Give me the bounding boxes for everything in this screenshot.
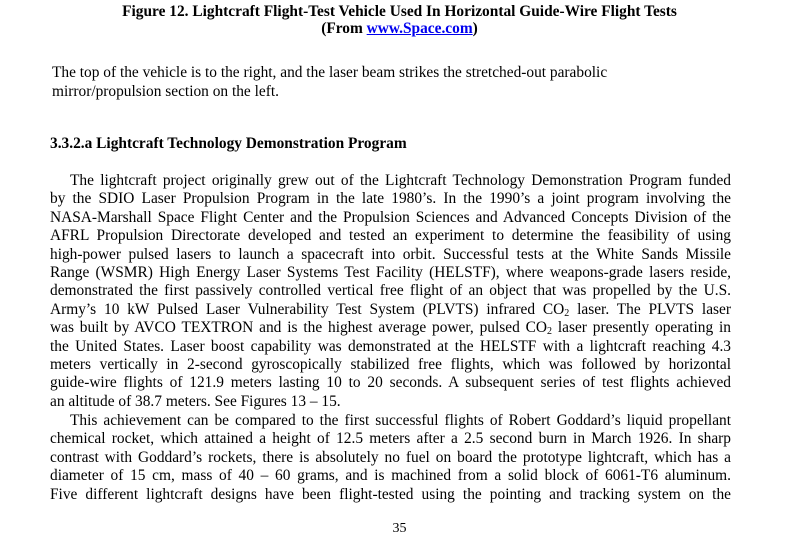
co2-line-2: was built by AVCO TEXTRON and is the highest average power, pulsed $CO_2$ laser presently operating in xyxy=(50,319,731,338)
paragraph-1: The lightcraft project originally grew out of the Lightcraft Technology Demonstration Program funded by the SDIO Laser Propulsion Program in the late 1980’s. In the 1990’s a joint program involving the NASA-Marshall Space Flight Center and the Propulsion Sciences and Advanced Concepts Division of the AFRL Propulsion Directorate developed and tested an experiment to determine the feasibility of using high-power pulsed lasers to launch a spacecraft into orbit. Successful tests at the White Sands Missile Range (WSMR) High Energy Laser Systems Test Facility (HELSTF), where weapons-grade lasers reside, demonstrated the first passively controlled vertical free flight of an object that was propelled by the U.S. Army’s 10 kW Pulsed Laser Vulnerability Test System (PLVTS) infrared $CO_2$ laser. The PLVTS laser was built by AVCO TEXTRON and is the highest average power, pulsed $CO_2$ laser presently operating in the United States. Laser boost capability was demonstrated at the HELSTF with a lightcraft reaching 4.3 meters vertically in 2-second gyroscopically stabilized free flights, which was followed by horizontal guide-wire flights of 121.9 meters lasting 10 to 20 seconds. A subsequent series of test flights achieved an altitude of 38.7 meters. See Figures 13 – 15. xyxy=(50,172,731,410)
section-heading: 3.3.2.a Lightcraft Technology Demonstration Program xyxy=(50,135,407,152)
co2-line-1: Army’s 10 kW Pulsed Laser Vulnerability Test System (PLVTS) infrared $CO_2$ laser. The PLVTS laser xyxy=(50,300,731,319)
figure-caption-title: Figure 12. Lightcraft Flight-Test Vehicle Used In Horizontal Guide-Wire Flight Tests xyxy=(122,3,677,20)
source-link[interactable]: www.Space.com xyxy=(366,20,473,37)
paragraph-2: This achievement can be compared to the first successful flights of Robert Goddard’s liquid propellant chemical rocket, which attained a height of 12.5 meters after a 2.5 second burn in March 1926. In sharp contrast with Goddard’s rockets, there is absolutely no fuel on board the prototype lightcraft, which has a diameter of 15 cm, mass of 40 – 60 grams, and is machined from a solid block of 6061-T6 aluminum. Five different lightcraft designs have been flight-tested using the pointing and tracking system on the xyxy=(50,412,731,503)
figure-description: The top of the vehicle is to the right, and the laser beam strikes the stretched-out parabolic mirror/propulsion section on the left. xyxy=(52,64,608,100)
figure-caption-source: (From www.Space.com) xyxy=(321,20,478,37)
figure-caption xyxy=(0,3,799,37)
page-number: 35 xyxy=(392,521,407,536)
